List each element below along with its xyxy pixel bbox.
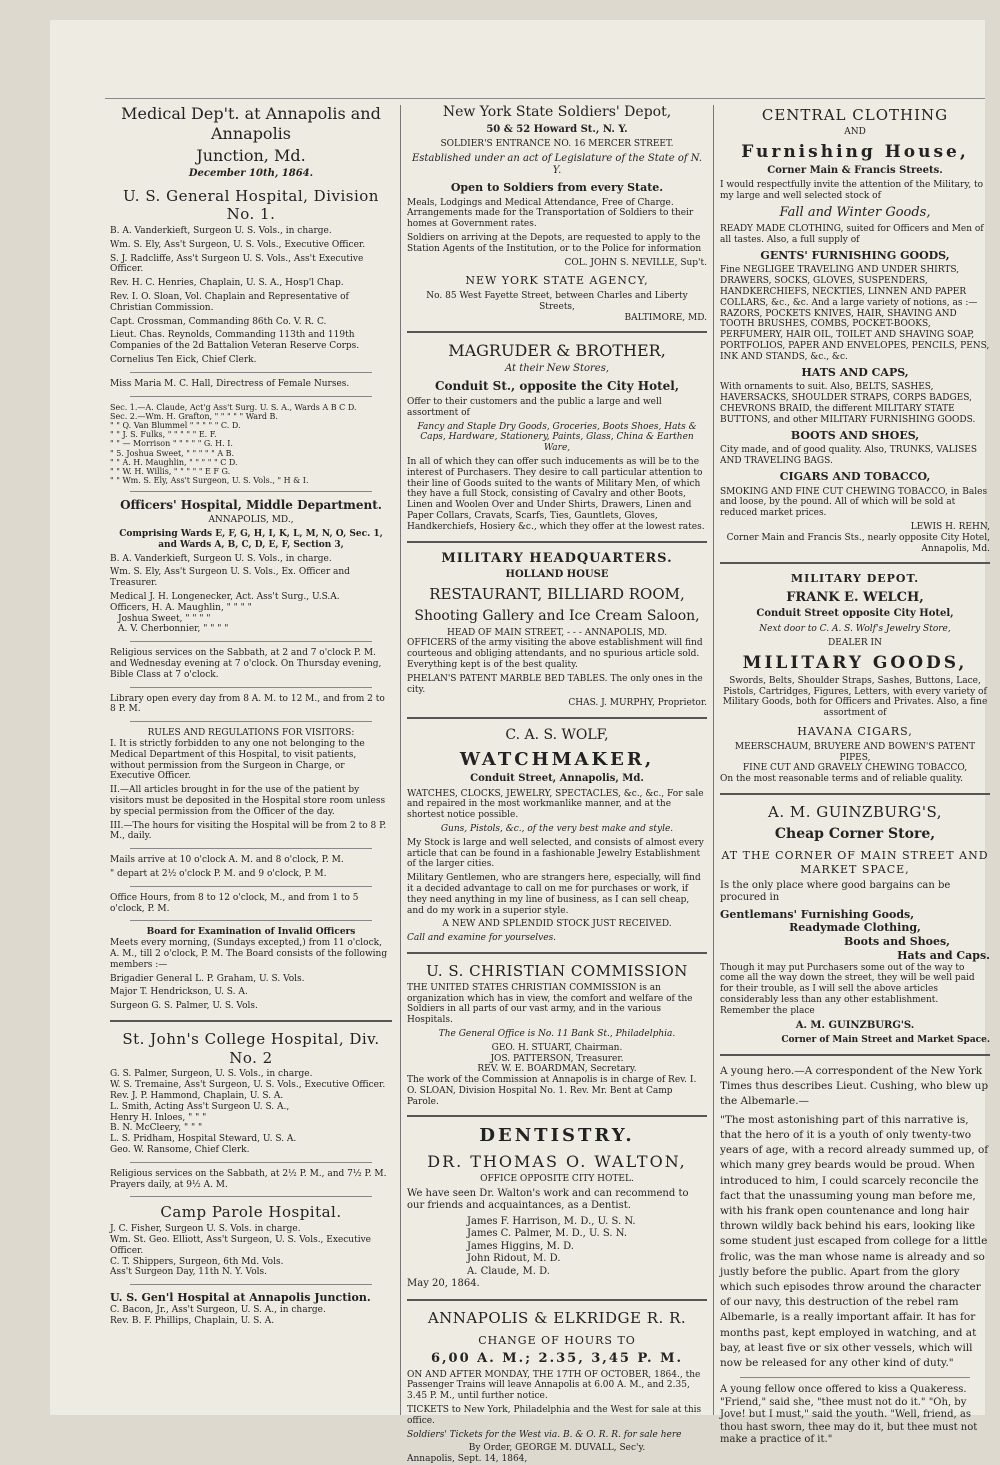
ad-subtitle: 50 & 52 Howard St., N. Y. [486, 123, 628, 135]
staff-line: B. A. Vanderkieft, Surgeon U. S. Vols., in charge. [110, 553, 332, 564]
staff-line: G. S. Palmer, Surgeon, U. S. Vols., in charge. [110, 1069, 313, 1080]
ad-subtitle: OFFICE OPPOSITE CITY HOTEL. [480, 1173, 634, 1184]
medical-line: Joshua Sweet, " " " " [118, 613, 211, 624]
staff-line: J. C. Fisher, Surgeon U. S. Vols. in charge. [110, 1224, 301, 1235]
ad-subtitle: 6,00 A. M.; 2.35, 3,45 P. M. [430, 1351, 684, 1367]
ad-text: OFFICERS of the army visiting the above establishment will find courteous and obliging attendants, and no spurious article sold. Everything kept is of the best quality. [407, 638, 703, 670]
ad-title: A. M. GUINZBURG'S, [768, 802, 942, 821]
ad-subtitle: BOOTS AND SHOES, [790, 428, 920, 442]
ad-text: GEO. H. STUART, Chairman. [491, 1042, 623, 1053]
ad-text: SMOKING AND FINE CUT CHEWING TOBACCO, in Bales and loose, by the pound. All of which will be sold at reduced market prices. [720, 486, 988, 519]
column-advertisements [407, 100, 707, 1465]
ward-line: " " W. H. Willis, " " " " " E F G. [110, 466, 231, 476]
article-text: "The most astonishing part of this narrative is, that the hero of it is a youth of only twenty-two years of age, with a record already summed up, of which many grey beards would be proud. When introduced to him, I could scarcely reconcile the fact that the unassuming young man before me, with his frank open countenance and long hair thrown wildly back behind his ears, looking like some student just escaped from college for a little frolic, was the man whose name is already and so justly before the public. Apart from the glory which such episodes throw around the character of our navy, this destruction of the rebel ram Albemarle, is a really important affair. It has for months past, kept employed in watching, and at bay, at least five or six other vessels, which will now be released for any other kind of duty." [720, 1113, 989, 1370]
ad-text: Swords, Belts, Shoulder Straps, Sashes, Buttons, Lace, Pistols, Cartridges, Figures, Letters, with every variety of Military Goods, both for Officers and Privates. Also, a fine assortment of [722, 675, 988, 719]
mails-line: Mails arrive at 10 o'clock A. M. and 8 o'clock, P. M. [110, 855, 344, 866]
ward-line: " " A. H. Maughlin, " " " " " C D. [110, 457, 238, 467]
ad-text: City made, and of good quality. Also, TRUNKS, VALISES AND TRAVELING BAGS. [720, 445, 978, 467]
staff-line: Geo. W. Ransome, Chief Clerk. [110, 1145, 250, 1156]
staff-line: Wm. S. Ely, Ass't Surgeon, U. S. Vols., Executive Officer. [110, 239, 366, 250]
staff-line: Lieut. Chas. Reynolds, Commanding 113th and 119th Companies of the 2d Battalion Veteran Reserve Corps. [110, 330, 360, 352]
ad-text: The General Office is No. 11 Bank St., Philadelphia. [438, 1028, 676, 1039]
newspaper-page [50, 20, 990, 1465]
ad-subtitle: HAVANA CIGARS, [797, 725, 913, 738]
subtitle: ANNAPOLIS, MD., [208, 515, 294, 526]
ad-text: Offer to their customers and the public a large and well assortment of [407, 396, 662, 418]
column-medical-department [110, 100, 392, 1326]
section-title: U. S. Gen'l Hospital at Annapolis Junction. [110, 1291, 371, 1305]
reference: John Ridout, M. D. [467, 1253, 561, 1265]
column-divider [400, 105, 401, 1415]
ad-subtitle: Conduit Street, Annapolis, Md. [470, 773, 644, 785]
ad-subtitle: SOLDIER'S ENTRANCE NO. 16 MERCER STREET. [440, 139, 674, 149]
mails-line: " depart at 2½ o'clock P. M. and 9 o'clock, P. M. [110, 868, 327, 879]
ad-subtitle: CIGARS AND TOBACCO, [779, 469, 931, 483]
ad-text: JOS. PATTERSON, Treasurer. [490, 1053, 624, 1064]
section-title: U. S. General Hospital, Division No. 1. [123, 186, 379, 224]
ad-text: CHAS. J. MURPHY, Proprietor. [568, 698, 707, 709]
ward-line: " " J. S. Fulks, " " " " " E. F. [110, 430, 217, 440]
ad-title: MILITARY HEADQUARTERS. [441, 550, 673, 566]
ad-text: In all of which they can offer such inducements as will be to the interest of Purchasers. They desire to call particular attention to their line of Goods suited to the wants of Military Men, of which they have a full Stock, consisting of Cavalry and other Boots, Linen and Woolen Over and Under Shirts, Drawers, Linen and Paper Collars, Cravats, Scarfs, Ties, Gauntlets, Gloves, Handkerchiefs, Hosiery &c., which they offer at the lowest rates. [407, 456, 705, 532]
staff-line: S. J. Radcliffe, Ass't Surgeon U. S. Vols., Ass't Executive Officer. [110, 253, 364, 275]
office-hours: Office Hours, from 8 to 12 o'clock, M., and from 1 to 5 o'clock, P. M. [110, 892, 359, 914]
section-title: Camp Parole Hospital. [160, 1203, 342, 1222]
ad-subtitle: Corner Main & Francis Streets. [767, 164, 943, 176]
ad-text: READY MADE CLOTHING, suited for Officers and Men of all tastes. Also, a full supply of [720, 224, 984, 245]
staff-line: Cornelius Ten Eick, Chief Clerk. [110, 354, 257, 365]
ad-subtitle: Hats and Caps. [897, 948, 990, 962]
staff-line: C. T. Shippers, Surgeon, 6th Md. Vols. [110, 1256, 284, 1267]
ad-text: Meals, Lodgings and Medical Attendance, Free of Charge. Arrangements made for the Transportation of Soldiers to their homes at Government rates. [407, 197, 694, 230]
ad-subtitle: Gentlemans' Furnishing Goods, [720, 907, 915, 921]
ad-subtitle: At their New Stores, [504, 363, 610, 375]
staff-line: L. Smith, Acting Ass't Surgeon U. S. A., [110, 1101, 290, 1112]
headline: Junction, Md. [196, 146, 306, 165]
ad-text: Corner of Main Street and Market Space. [781, 1035, 990, 1046]
staff-line: Rev. B. F. Phillips, Chaplain, U. S. A. [110, 1315, 275, 1326]
library-hours: Library open every day from 8 A. M. to 12 M., and from 2 to 8 P. M. [110, 693, 385, 715]
ad-subtitle: Readymade Clothing, [789, 921, 921, 935]
staff-line: Rev. J. P. Hammond, Chaplain, U. S. A. [110, 1091, 284, 1102]
date: December 10th, 1864. [188, 168, 314, 179]
ad-text: Is the only place where good bargains can be procured in [720, 879, 951, 904]
column-divider [713, 105, 714, 1415]
article-text: A young hero.—A correspondent of the New York Times thus describes Lieut. Cushing, who blew up the Albemarle.— [720, 1064, 989, 1108]
ad-text: WATCHES, CLOCKS, JEWELRY, SPECTACLES, &c., &c., For sale and repaired in the most workmanlike manner, and at the shortest notice possible. [407, 788, 704, 821]
ward-line: Sec. 1.—A. Claude, Act'g Ass't Surg. U. S. A., Wards A B C D. [110, 402, 357, 412]
staff-line: Wm. St. Geo. Elliott, Ass't Surgeon, U. S. Vols., Executive Officer. [110, 1234, 371, 1256]
section-title: Officers' Hospital, Middle Department. [120, 498, 382, 513]
board-line: Meets every morning, (Sundays excepted,) from 11 o'clock, A. M., till 2 o'clock, P. M. The Board consists of the following members :— [110, 938, 388, 970]
ad-title: Furnishing House, [741, 141, 969, 162]
ad-text: Guns, Pistols, &c., of the very best make and style. [440, 824, 674, 834]
ad-subtitle: Fall and Winter Goods, [779, 204, 931, 220]
headline: Medical Dep't. at Annapolis and Annapolis [121, 104, 381, 143]
ward-line: " 5. Joshua Sweet, " " " " " A B. [110, 448, 235, 458]
staff-line: L. S. Pridham, Hospital Steward, U. S. A. [110, 1134, 297, 1145]
section-title: St. John's College Hospital, Div. No. 2 [122, 1029, 380, 1067]
ad-subtitle: Conduit Street opposite City Hotel, [756, 608, 954, 620]
ad-title: DR. THOMAS O. WALTON, [427, 1151, 687, 1171]
ad-text: Corner Main and Francis Sts., nearly opposite City Hotel, Annapolis, Md. [726, 532, 990, 554]
ad-title: RESTAURANT, BILLIARD ROOM, [429, 585, 685, 604]
ad-text: Call and examine for yourselves. [407, 933, 557, 944]
ad-subtitle: Established under an act of Legislature of the State of N. Y. [411, 152, 703, 177]
ad-text: Military Gentlemen, who are strangers here, especially, will find it a decided advantage to call on me for purchases or work, if they need anything in my line of business, as I can sell cheap, and do my work in a superior style. [407, 873, 701, 916]
ad-title: C. A. S. WOLF, [505, 727, 609, 744]
ad-title: MILITARY GOODS, [742, 652, 968, 673]
staff-line: Ass't Surgeon Day, 11th N. Y. Vols. [110, 1267, 268, 1278]
reference: James C. Palmer, M. D., U. S. N. [467, 1228, 628, 1240]
ad-text: Annapolis, Sept. 14, 1864, [407, 1454, 528, 1465]
ward-line: " " Wm. S. Ely, Ass't Surgeon, U. S. Vols., " H & I. [110, 476, 309, 486]
ad-title: DENTISTRY. [479, 1125, 635, 1147]
ad-text: COL. JOHN S. NEVILLE, Sup't. [564, 257, 707, 268]
ad-text: The work of the Commission at Annapolis is in charge of Rev. I. O. SLOAN, Division Hospital No. 1. Rev. Mr. Bent at Camp Parole. [407, 1075, 697, 1107]
ad-text: Soldiers' Tickets for the West via. B. & O. R. R. for sale here [407, 1429, 682, 1440]
ad-text: I would respectfully invite the attention of the Military, to my large and well selected stock of [720, 180, 983, 202]
ward-line: " " Q. Van Blummel " " " " " C. D. [110, 420, 241, 430]
ad-title: Shooting Gallery and Ice Cream Saloon, [414, 608, 700, 625]
board-line: Brigadier General L. P. Graham, U. S. Vols. [110, 973, 305, 984]
ad-title: Cheap Corner Store, [774, 825, 936, 842]
ad-signature: A. M. GUINZBURG'S. [795, 1019, 915, 1031]
ad-text: THE UNITED STATES CHRISTIAN COMMISSION is an organization which has in view, the comfort and welfare of the Soldiers in all parts of our vast army, and in the various Hospitals. [407, 982, 693, 1026]
ad-text: A NEW AND SPLENDID STOCK JUST RECEIVED. [442, 919, 672, 930]
staff-line: C. Bacon, Jr., Ass't Surgeon, U. S. A., in charge. [110, 1304, 326, 1315]
staff-line: Wm. S. Ely, Ass't Surgeon U. S. Vols., Ex. Officer and Treasurer. [110, 567, 350, 589]
ad-subtitle: HOLLAND HOUSE [505, 568, 609, 580]
ad-text: We have seen Dr. Walton's work and can recommend to our friends and acquaintances, as a Dentist. [407, 1187, 689, 1212]
staff-line: Capt. Crossman, Commanding 86th Co. V. R. C. [110, 316, 327, 327]
ad-text: With ornaments to suit. Also, BELTS, SASHES, HAVERSACKS, SHOULDER STRAPS, CORPS BADGES, CHEVRONS BRAID, the different MILITARY STATE BUTTONS, and other MILITARY FURNISHING GOODS. [720, 382, 976, 425]
ad-subtitle: Next door to C. A. S. Wolf's Jewelry Store, [759, 623, 951, 634]
staff-line: W. S. Tremaine, Ass't Surgeon, U. S. Vols., Executive Officer. [110, 1080, 386, 1091]
medical-line: A. V. Cherbonnier, " " " " [118, 624, 229, 635]
nurses-line: Miss Maria M. C. Hall, Directress of Female Nurses. [110, 378, 350, 389]
medical-line: Medical J. H. Longenecker, Act. Ass't Surg., U.S.A. [110, 592, 340, 603]
reference: A. Claude, M. D. [467, 1265, 550, 1277]
ad-subtitle: GENTS' FURNISHING GOODS, [760, 248, 950, 262]
ad-text: By Order, GEORGE M. DUVALL, Sec'y. [468, 1443, 646, 1454]
ad-signature: LEWIS H. REHN, [910, 522, 990, 533]
staff-line: Rev. I. O. Sloan, Vol. Chaplain and Representative of Christian Commission. [110, 291, 349, 313]
reference: James F. Harrison, M. D., U. S. N. [467, 1215, 636, 1227]
ad-subtitle: HEAD OF MAIN STREET, - - - ANNAPOLIS, MD. [447, 627, 667, 638]
ad-subtitle: Conduit St., opposite the City Hotel, [434, 378, 679, 393]
ad-text: BALTIMORE, MD. [624, 312, 707, 323]
board-heading: Board for Examination of Invalid Officers [146, 927, 356, 938]
subtitle: Comprising Wards E, F, G, H, I, K, L, M, N, O, Sec. 1, and Wards A, B, C, D, E, F, Section 3, [119, 529, 383, 550]
medical-line: Officers, H. A. Maughlin, " " " " [110, 602, 252, 613]
rule-item: II.—All articles brought in for the use of the patient by visitors must be deposited in the Hospital store room unless by special permission from the Officer of the day. [110, 785, 386, 817]
ad-subtitle: CHANGE OF HOURS TO [478, 1333, 636, 1347]
staff-line: Rev. H. C. Henries, Chaplain, U. S. A., Hosp'l Chap. [110, 278, 344, 289]
ad-title: MAGRUDER & BROTHER, [448, 341, 666, 361]
ad-text: Fine NEGLIGEE TRAVELING AND UNDER SHIRTS, DRAWERS, SOCKS, GLOVES, SUSPENDERS, HANDKERCHIEFS, NECKTIES, LINNEN AND PAPER COLLARS, &c., &c. And a large variety of notions, as :—RAZORS, POCKETS KNIVES, HAIR, SHAVING AND TOOTH BRUSHES, COMBS, POCKET-BOOKS, PERFUMERY, HAIR OIL, TOILET AND SHAVING SOAP, PORTFOLIOS, PAPER AND ENVELOPES, PENCILS, PENS, INK AND STANDS, &c., &c. [720, 265, 990, 362]
ad-title: ANNAPOLIS & ELKRIDGE R. R. [427, 1308, 687, 1327]
ad-text: ON AND AFTER MONDAY, THE 17TH OF OCTOBER, 1864., the Passenger Trains will leave Annapolis at 6.00 A. M., and 2.35, 3.45 P. M., until further notice. [407, 1369, 701, 1402]
ad-text: On the most reasonable terms and of reliable quality. [720, 774, 963, 785]
ad-subtitle: Boots and Shoes, [843, 935, 950, 949]
ad-text: FINE CUT AND GRAVELY CHEWING TOBACCO, [742, 763, 968, 774]
ad-title: New York State Soldiers' Depot, [442, 104, 672, 120]
board-line: Major T. Hendrickson, U. S. A. [110, 987, 248, 998]
ad-text: Though it may put Purchasers some out of the way to come all the way down the street, they will be well paid for their trouble, as I will sell the above articles considerably less than any other establishment. Remember the place [720, 962, 975, 1016]
rule-item: I. It is strictly forbidden to any one not belonging to the Medical Department of this Hospital, to visit patients, without permission from the Surgeon in Charge, or Executive Officer. [110, 739, 365, 782]
article-text: A young fellow once offered to kiss a Quakeress. "Friend," said she, "thee must not do it." "Oh, by Jove! but I must," said the youth. "Well, friend, as thou hast sworn, thee may do it, but thee must not make a practice of it." [720, 1384, 978, 1446]
ad-subtitle: HATS AND CAPS, [801, 365, 909, 379]
ad-title: CENTRAL CLOTHING [761, 106, 949, 124]
reference: James Higgins, M. D. [467, 1240, 574, 1252]
ad-text: PHELAN'S PATENT MARBLE BED TABLES. The only ones in the city. [407, 673, 703, 695]
religious-services: Religious services on the Sabbath, at 2½ P. M., and 7½ P. M. Prayers daily, at 9½ A. M. [110, 1168, 387, 1190]
staff-line: B. A. Vanderkieft, Surgeon U. S. Vols., in charge. [110, 226, 332, 236]
ad-title: U. S. CHRISTIAN COMMISSION [426, 961, 688, 980]
rule-item: III.—The hours for visiting the Hospital will be from 2 to 8 P. M., daily. [110, 820, 387, 842]
religious-services: Religious services on the Sabbath, at 2 and 7 o'clock P. M. and Wednesday evening at 7 o'clock. On Thursday evening, Bible Class at 7 o'clock. [110, 648, 382, 680]
ad-text: Fancy and Staple Dry Goods, Groceries, Boots Shoes, Hats & Caps, Hardware, Stationery, Paints, Glass, China & Earthen Ware, [417, 421, 697, 454]
top-rule [105, 98, 985, 99]
ad-title: FRANK E. WELCH, [786, 590, 924, 606]
ad-title: MILITARY DEPOT. [790, 572, 920, 586]
ad-subtitle: AT THE CORNER OF MAIN STREET AND MARKET SPACE, [721, 849, 989, 876]
ad-text: My Stock is large and well selected, and consists of almost every article that can be found in a fashionable Jewelry Establishment of the larger cities. [407, 837, 704, 870]
column-shops [720, 100, 990, 1450]
ad-subtitle: DEALER IN [828, 637, 882, 648]
ad-date: May 20, 1864. [407, 1278, 480, 1290]
ad-text: No. 85 West Fayette Street, between Charles and Liberty Streets, [426, 291, 688, 312]
ward-line: " " — Morrison " " " " " G. H. I. [110, 439, 233, 449]
staff-line: Henry H. Inloes, " " " [110, 1112, 207, 1123]
ad-title: NEW YORK STATE AGENCY, [465, 274, 649, 288]
ad-subtitle: AND [844, 126, 866, 137]
rules-heading: RULES AND REGULATIONS FOR VISITORS: [147, 728, 355, 739]
board-line: Surgeon G. S. Palmer, U. S. Vols. [110, 1001, 258, 1012]
staff-line: B. N. McCleery, " " " [110, 1123, 203, 1134]
ward-line: Sec. 2.—Wm. H. Grafton, " " " " " Ward B. [110, 411, 278, 421]
ad-text: REV. W. E. BOARDMAN, Secretary. [477, 1064, 637, 1075]
ad-subtitle: Open to Soldiers from every State. [450, 180, 664, 194]
ad-text: MEERSCHAUM, BRUYERE AND BOWEN'S PATENT PIPES, [734, 741, 976, 763]
ad-title: WATCHMAKER, [459, 748, 655, 770]
ad-text: TICKETS to New York, Philadelphia and the West for sale at this office. [407, 1404, 702, 1426]
ad-text: Soldiers on arriving at the Depots, are requested to apply to the Station Agents of the Institution, or to the Police for information [407, 232, 702, 254]
